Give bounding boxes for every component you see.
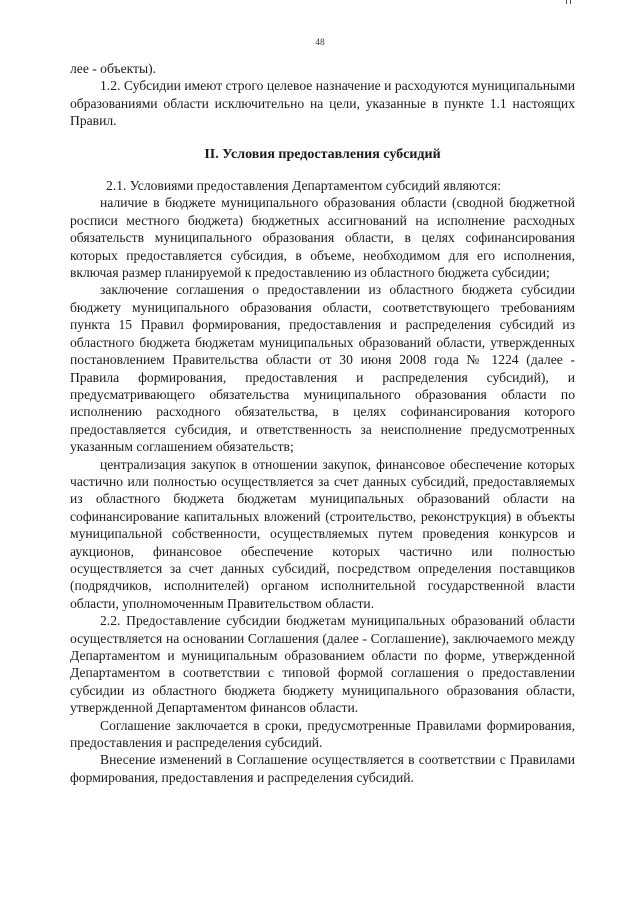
- paragraph-continuation: лее - объекты).: [70, 61, 157, 76]
- scan-mark: [566, 0, 572, 4]
- paragraph-agreement-changes: Внесение изменений в Соглашение осуществляется в соответствии с Правилами формирования, предоставления и распределения субсидий.: [70, 752, 575, 785]
- paragraph-condition-budget: наличие в бюджете муниципального образования области (сводной бюджетной росписи местного бюджета) бюджетных ассигнований на исполнение расходных обязательств муниципального образования области, в целях софинансирования которых предоставляется субсидия, в объеме, необходимом для его исполнения, включая размер планируемой к предоставлению из областного бюджета субсидии;: [70, 195, 575, 281]
- paragraph-2-1: 2.1. Условиями предоставления Департаментом субсидий являются:: [106, 178, 502, 194]
- section-heading: II. Условия предоставления субсидий: [204, 146, 441, 162]
- document-body: [70, 60, 575, 786]
- paragraph-2-2: 2.2. Предоставление субсидии бюджетам муниципальных образований области осуществляется на основании Соглашения (далее - Соглашение), заключаемого между Департаментом и муниципальным образованием области по форме, утвержденной Департаментом в соответствии с типовой формой соглашения о предоставлении субсидии из областного бюджета бюджету муниципального образования области, утвержденной Департаментом финансов области.: [70, 613, 575, 716]
- page-number: 48: [315, 38, 325, 48]
- paragraph-condition-agreement: заключение соглашения о предоставлении из областного бюджета субсидии бюджету муниципального образования области, соответствующего требованиям пункта 15 Правил формирования, предоставления и распределения субсидий из областного бюджета бюджетам муниципальных образований области, утвержденных постановлением Правительства области от 30 июня 2008 года № 1224 (далее - Правила формирования, предоставления и распределения субсидий), и предусматривающего обязательства муниципального образования области по исполнению расходного обязательства, в целях софинансирования которого предоставляется субсидия, и ответственность за неисполнение предусмотренных указанным соглашением обязательств;: [70, 282, 575, 455]
- paragraph-1-2: 1.2. Субсидии имеют строго целевое назначение и расходуются муниципальными образованиями области исключительно на цели, указанные в пункте 1.1 настоящих Правил.: [70, 78, 575, 129]
- paragraph-agreement-terms: Соглашение заключается в сроки, предусмотренные Правилами формирования, предоставления и распределения субсидий.: [70, 717, 575, 751]
- paragraph-condition-procurement: централизация закупок в отношении закупок, финансовое обеспечение которых частично или полностью осуществляется за счет данных субсидий, предоставляемых из областного бюджета бюджетам муниципальных образований области на софинансирование капитальных вложений (строительство, реконструкция) в объекты муниципальной собственности, осуществляемых путем проведения конкурсов и аукционов, финансовое обеспечение которых частично или полностью осуществляется за счет данных субсидий, посредством определения поставщиков (подрядчиков, исполнителей) органом исполнительной государственной власти области, уполномоченным Правительством области.: [70, 456, 575, 611]
